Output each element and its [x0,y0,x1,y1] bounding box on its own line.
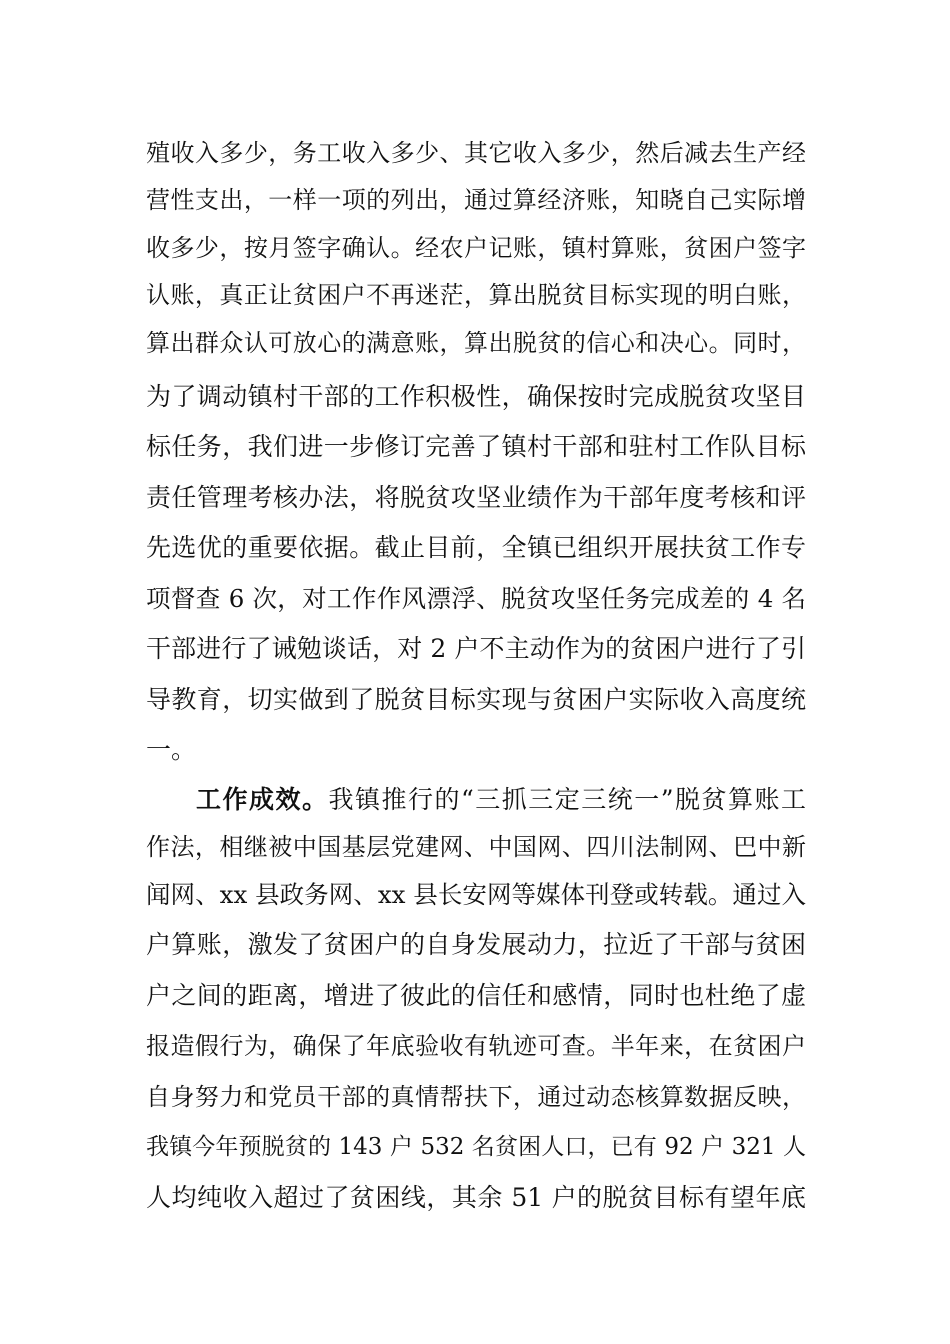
text-line: 收多少，按月签字确认。经农户记账，镇村算账，贫困户签字 [146,234,806,262]
section-heading: 工作成效。 [196,785,329,814]
text-line: 责任管理考核办法，将脱贫攻坚业绩作为干部年度考核和评 [146,483,806,512]
text-line: 导教育，切实做到了脱贫目标实现与贫困户实际收入高度统 [146,685,806,714]
text-line: 人均纯收入超过了贫困线，其余 51 户的脱贫目标有望年底 [146,1183,806,1212]
text-line: 作法，相继被中国基层党建网、中国网、四川法制网、巴中新 [146,833,806,861]
text-line: 标任务，我们进一步修订完善了镇村干部和驻村工作队目标 [146,432,806,461]
text-line: 自身努力和党员干部的真情帮扶下，通过动态核算数据反映， [146,1083,806,1111]
text-line: 一。 [146,735,197,764]
text-line: 干部进行了诫勉谈话，对 2 户不主动作为的贫困户进行了引 [146,634,806,663]
text-line: 我镇今年预脱贫的 143 户 532 名贫困人口，已有 92 户 321 人 [146,1134,806,1160]
text-line: 先选优的重要依据。截止目前，全镇已组织开展扶贫工作专 [146,533,806,562]
text-line: 闻网、xx 县政务网、xx 县长安网等媒体刊登或转载。通过入 [146,880,806,909]
text-span: 我镇推行的“三抓三定三统一”脱贫算账工 [328,785,806,814]
text-line: 为了调动镇村干部的工作积极性，确保按时完成脱贫攻坚目 [146,382,806,411]
text-line: 户之间的距离，增进了彼此的信任和感情，同时也杜绝了虚 [146,981,806,1010]
text-line: 认账，真正让贫困户不再迷茫，算出脱贫目标实现的明白账， [146,281,806,309]
text-line: 营性支出，一样一项的列出，通过算经济账，知晓自己实际增 [146,186,806,214]
text-line: 殖收入多少，务工收入多少、其它收入多少，然后减去生产经 [146,139,806,167]
text-line: 报造假行为，确保了年底验收有轨迹可查。半年来，在贫困户 [146,1032,806,1060]
text-line: 项督查 6 次，对工作作风漂浮、脱贫攻坚任务完成差的 4 名 [146,584,806,613]
text-line: 算出群众认可放心的满意账，算出脱贫的信心和决心。同时， [146,329,806,357]
paragraph-first-line [196,780,806,820]
text-line: 户算账，激发了贫困户的自身发展动力，拉近了干部与贫困 [146,930,806,959]
